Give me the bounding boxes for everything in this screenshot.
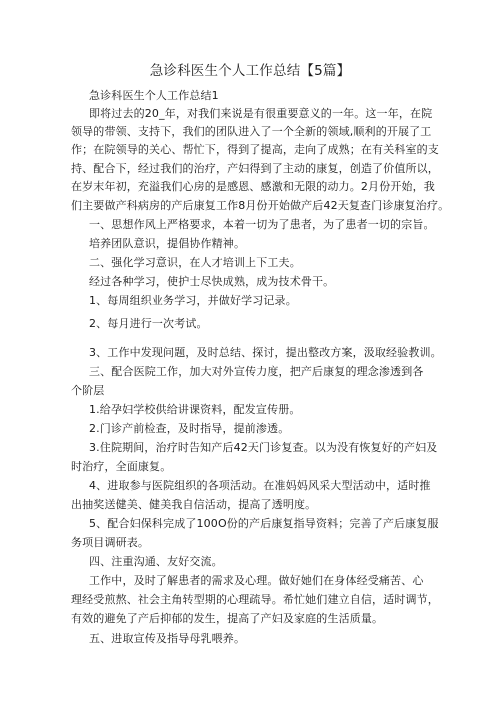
paragraph-line: 务项目调研表。 xyxy=(71,536,150,549)
paragraph-line: 2、每月进行一次考试。 xyxy=(89,317,208,330)
document-title: 急诊科医生个人工作总结【5篇】 xyxy=(149,63,351,79)
paragraph-line: 时治疗，全面康复。 xyxy=(71,460,172,473)
paragraph-line: 经过各种学习，使护士尽快成熟，成为技术骨干。 xyxy=(89,275,335,288)
paragraph-line: 1、每周组织业务学习，并做好学习记录。 xyxy=(89,294,297,307)
paragraph-line: 出抽奖送健美、健美我自信活动，提高了透明度。 xyxy=(71,498,317,511)
paragraph-line: 培养团队意识，提倡协作精神。 xyxy=(89,237,246,250)
paragraph-line: 4、进取参与医院组织的各项活动。在准妈妈风采大型活动中，适时推 xyxy=(89,479,431,492)
paragraph-line: 即将过去的20_年，对我们来说是有很重要意义的一年。这一年，在院 xyxy=(89,107,433,120)
paragraph-line: 领导的带领、支持下，我们的团队进入了一个全新的领域,顺利的开展了工 xyxy=(71,125,432,138)
paragraph-line: 二、强化学习意识，在人才培训上下工夫。 xyxy=(89,256,301,269)
paragraph-line: 五、进取宣传及指导母乳喂养。 xyxy=(89,632,246,645)
paragraph-line: 作；在院领导的关心、帮忙下，得到了提高，走向了成熟；在有关科室的支 xyxy=(71,143,439,156)
paragraph-line: 持、配合下，经过我们的治疗，产妇得到了主动的康复，创造了价值所以， xyxy=(71,162,439,175)
paragraph-line: 1.给孕妇学校供给讲课资料，配发宣传册。 xyxy=(89,403,301,416)
paragraph-line: 急诊科医生个人工作总结1 xyxy=(89,89,219,102)
paragraph-line: 三、配合医院工作，加大对外宣传力度，把产后康复的理念渗透到各 xyxy=(89,365,424,378)
paragraph-line: 3、工作中发现问题，及时总结、探讨，提出整改方案，汲取经验教训。 xyxy=(89,346,442,359)
paragraph-line: 理经受煎熬、社会主角转型期的心理疏导。希忙她们建立自信，适时调节， xyxy=(71,593,439,606)
paragraph-line: 3.住院期间，治疗时告知产后42天门诊复查。以为没有恢复好的产妇及 xyxy=(89,441,438,454)
paragraph-line: 四、注重沟通、友好交流。 xyxy=(89,555,223,568)
paragraph-line: 在岁末年初，充溢我们心房的是感恩、感激和无限的动力。2月份开始，我 xyxy=(71,180,435,193)
paragraph-line: 2.门诊产前检查，及时指导，提前渗透。 xyxy=(89,422,290,435)
paragraph-line: 工作中，及时了解患者的需求及心理。做好她们在身体经受痛苦、心 xyxy=(89,574,424,587)
paragraph-line: 个阶层 xyxy=(71,384,105,397)
paragraph-line: 5、配合妇保科完成了100O份的产后康复指导资料；完善了产后康复服 xyxy=(89,517,439,530)
paragraph-line: 有效的避免了产后抑郁的发生，提高了产妇及家庭的生活质量。 xyxy=(71,612,384,625)
paragraph-line: 一、思想作风上严格要求，本着一切为了患者，为了患者一切的宗旨。 xyxy=(89,218,435,231)
paragraph-line: 们主要做产科病房的产后康复工作8月份开始做产后42天复查门诊康复治疗。 xyxy=(71,199,450,212)
